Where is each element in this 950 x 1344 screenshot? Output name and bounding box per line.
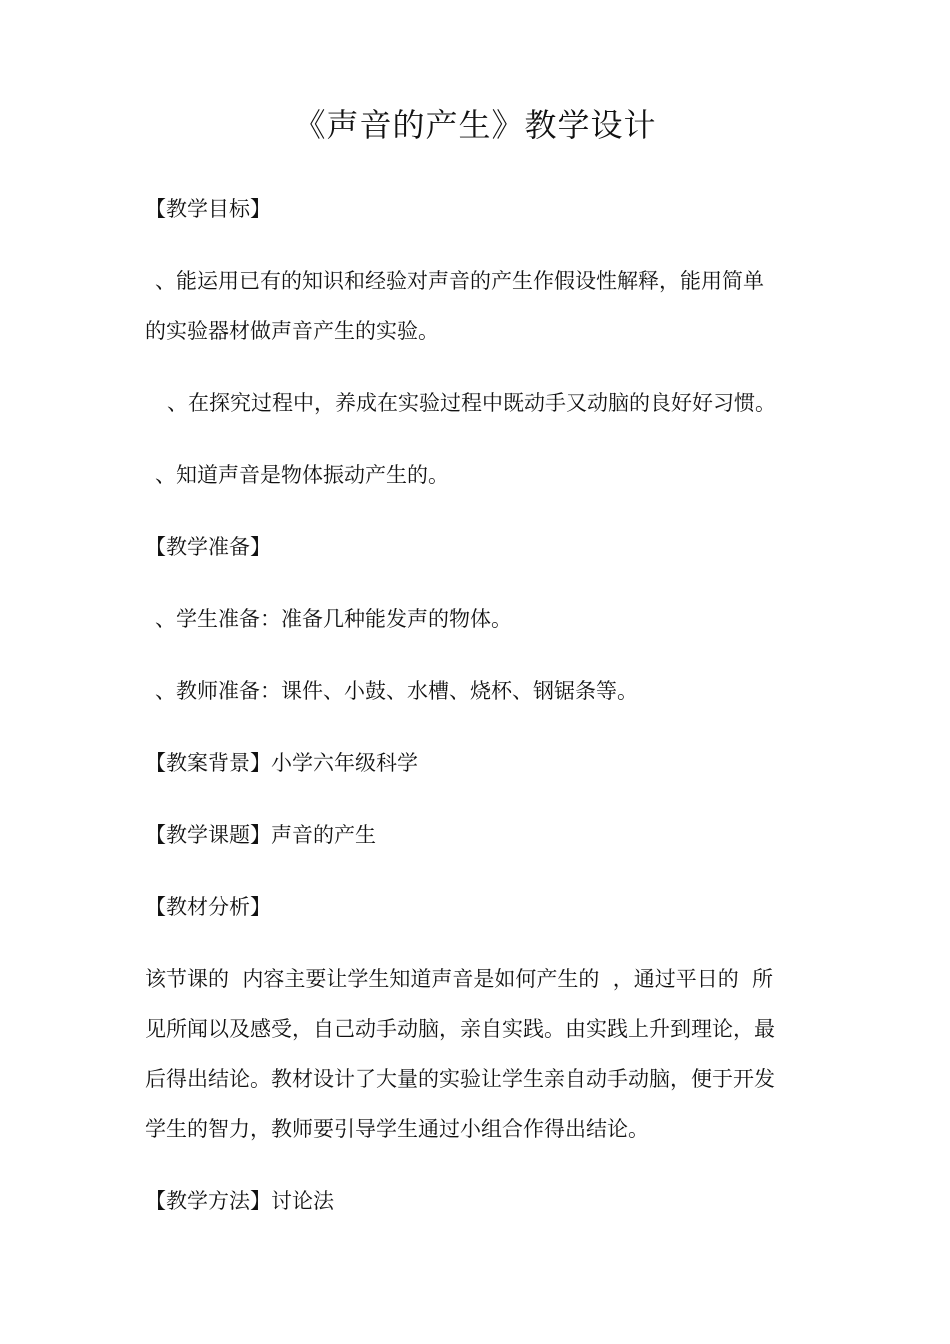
preparation-item-students: 、学生准备：准备几种能发声的物体。 [155,607,512,631]
topic-value: 声音的产生 [271,823,376,847]
preparation-item-teacher: 、教师准备：课件、小鼓、水槽、烧杯、钢锯条等。 [155,679,638,703]
background-row [145,738,815,788]
analysis-line-3: 后得出结论。教材设计了大量的实验让学生亲自动手动脑，便于开发 [145,1067,775,1091]
objective-item-2: 、在探究过程中，养成在实验过程中既动手又动脑的良好好习惯。 [167,391,776,415]
background-value: 小学六年级科学 [271,751,418,775]
analysis-line-2: 见所闻以及感受，自己动手动脑，亲自实践。由实践上升到理论，最 [145,1017,775,1041]
topic-label: 【教学课题】 [145,823,271,847]
method-row [145,1176,815,1226]
analysis-line-1: 该节课的 内容主要让学生知道声音是如何产生的 ，通过平日的 所 [145,967,774,991]
document-title: 《声音的产生》教学设计 [293,106,657,144]
objectives-heading: 【教学目标】 [145,197,271,221]
objective-item-3: 、知道声音是物体振动产生的。 [155,463,449,487]
preparation-heading: 【教学准备】 [145,535,271,559]
objective-item-1-line-1: 、能运用已有的知识和经验对声音的产生作假设性解释，能用简单 [155,269,764,293]
analysis-line-4: 学生的智力，教师要引导学生通过小组合作得出结论。 [145,1117,649,1141]
method-value: 讨论法 [271,1189,334,1213]
objective-item-1-line-2: 的实验器材做声音产生的实验。 [145,319,439,343]
topic-row [145,810,815,860]
method-label: 【教学方法】 [145,1189,271,1213]
background-label: 【教案背景】 [145,751,271,775]
analysis-heading: 【教材分析】 [145,895,271,919]
